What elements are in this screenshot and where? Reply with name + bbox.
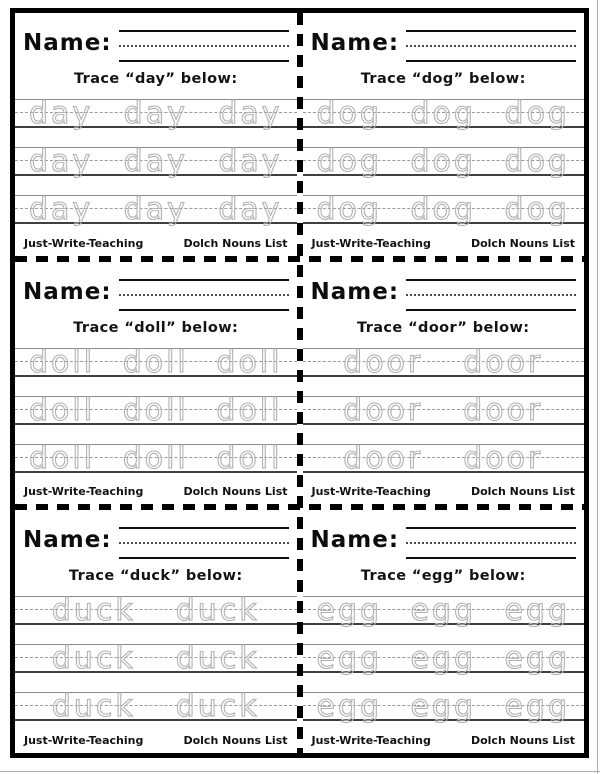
trace-word: door [343, 440, 424, 476]
panel-footer [311, 485, 577, 498]
trace-area [23, 96, 289, 227]
trace-words [21, 440, 291, 476]
name-row [23, 520, 289, 560]
trace-words [21, 192, 291, 227]
panel-footer [311, 237, 577, 250]
trace-instruction: Trace “door” below: [357, 319, 530, 336]
name-row [23, 272, 289, 312]
name-write-lines [119, 274, 289, 312]
trace-word: egg [410, 641, 477, 677]
trace-words [309, 440, 579, 476]
trace-word: day [218, 192, 283, 227]
trace-word: egg [410, 593, 477, 629]
trace-words [309, 689, 579, 725]
trace-area [23, 344, 289, 476]
page-edge-bottom [0, 771, 600, 772]
name-label: Name: [310, 278, 400, 305]
trace-word: day [123, 192, 188, 227]
name-write-lines [119, 522, 289, 560]
panel-day [15, 13, 297, 256]
trace-words [309, 96, 579, 131]
trace-line-row [15, 689, 297, 725]
trace-words [309, 344, 579, 380]
panel-footer [23, 734, 289, 747]
trace-line-row [303, 96, 585, 131]
trace-word: day [29, 96, 94, 131]
trace-words [21, 641, 291, 677]
panel-doll [15, 262, 297, 505]
trace-line-row [15, 593, 297, 629]
name-label: Name: [23, 527, 112, 554]
trace-line-row [15, 96, 297, 131]
trace-word: duck [51, 593, 136, 629]
name-row [311, 520, 577, 560]
trace-word: doll [216, 440, 283, 476]
panel-egg [303, 510, 585, 753]
name-line-bottom [406, 60, 576, 62]
panel-footer [23, 485, 289, 498]
trace-word: dog [410, 96, 476, 131]
trace-instruction: Trace “egg” below: [360, 568, 526, 585]
name-row [23, 23, 289, 63]
name-line-top [406, 279, 576, 281]
trace-word: doll [29, 440, 96, 476]
name-line-top [119, 527, 289, 529]
name-line-top [119, 30, 289, 32]
trace-line-row [15, 440, 297, 476]
trace-word: egg [504, 593, 570, 629]
name-row [311, 272, 577, 312]
trace-word: duck [175, 641, 260, 677]
panel-door [303, 262, 585, 505]
name-label: Name: [23, 278, 112, 305]
trace-word: dog [410, 192, 476, 227]
list-label: Dolch Nouns List [183, 734, 288, 747]
trace-instruction: Trace “dog” below: [360, 71, 526, 87]
trace-line-row [303, 344, 585, 380]
trace-instruction: Trace “day” below: [73, 71, 238, 87]
trace-line-row [303, 593, 585, 629]
trace-words [309, 192, 579, 227]
panel-footer [23, 237, 289, 250]
brand-credit: Just-Write-Teaching [311, 485, 431, 499]
trace-word: dog [504, 192, 570, 227]
trace-word: day [29, 144, 94, 179]
trace-words [21, 689, 291, 725]
name-line-dotted [119, 542, 289, 544]
name-write-lines [119, 25, 289, 63]
trace-words [21, 96, 291, 131]
trace-words [309, 392, 579, 428]
name-write-lines [406, 522, 576, 560]
trace-area [311, 593, 577, 725]
trace-word: door [463, 392, 544, 428]
trace-line-row [303, 689, 585, 725]
trace-word: egg [410, 689, 477, 725]
trace-word: doll [122, 392, 189, 428]
trace-word: doll [29, 344, 96, 380]
trace-instruction: Trace “duck” below: [68, 568, 243, 585]
name-line-dotted [406, 542, 576, 544]
panel-dog [303, 13, 585, 256]
trace-line-row [303, 192, 585, 227]
brand-credit: Just-Write-Teaching [24, 485, 144, 499]
trace-line-row [303, 440, 585, 476]
name-line-top [406, 30, 576, 32]
name-label: Name: [23, 30, 112, 56]
trace-word: door [343, 344, 424, 380]
trace-words [21, 144, 291, 179]
trace-word: egg [504, 689, 570, 725]
brand-credit: Just-Write-Teaching [311, 734, 431, 747]
trace-word: duck [51, 689, 136, 725]
worksheet-grid [15, 13, 584, 753]
trace-area [311, 344, 577, 476]
list-label: Dolch Nouns List [470, 236, 575, 250]
trace-word: dog [316, 144, 382, 179]
trace-word: duck [175, 689, 260, 725]
page-edge-right [597, 0, 598, 774]
trace-line-row [303, 392, 585, 428]
trace-line-row [15, 192, 297, 227]
trace-words [21, 392, 291, 428]
trace-line-row [303, 641, 585, 677]
trace-word: egg [316, 593, 383, 629]
trace-word: egg [504, 641, 570, 677]
trace-word: door [463, 440, 544, 476]
trace-line-row [15, 641, 297, 677]
trace-area [23, 593, 289, 725]
trace-instruction: Trace “doll” below: [73, 319, 239, 336]
trace-words [309, 144, 579, 179]
name-line-dotted [406, 294, 576, 296]
trace-word: dog [316, 96, 382, 131]
trace-word: doll [216, 344, 283, 380]
trace-words [309, 641, 579, 677]
trace-word: egg [316, 689, 383, 725]
trace-word: day [218, 96, 283, 131]
trace-word: day [218, 144, 283, 179]
panel-duck [15, 510, 297, 753]
trace-words [309, 593, 579, 629]
name-line-bottom [119, 60, 289, 62]
name-line-bottom [119, 309, 289, 311]
name-line-top [119, 279, 289, 281]
trace-word: door [463, 344, 544, 380]
trace-line-row [15, 392, 297, 428]
name-label: Name: [310, 527, 400, 554]
name-write-lines [406, 25, 576, 63]
trace-word: egg [316, 641, 383, 677]
name-line-bottom [406, 557, 576, 559]
trace-area [311, 96, 577, 227]
trace-word: doll [29, 392, 96, 428]
trace-word: door [343, 392, 424, 428]
brand-credit: Just-Write-Teaching [24, 236, 144, 250]
name-line-top [406, 527, 576, 529]
trace-word: dog [410, 144, 476, 179]
list-label: Dolch Nouns List [183, 485, 288, 499]
name-label: Name: [310, 30, 400, 56]
trace-word: dog [316, 192, 382, 227]
trace-words [21, 344, 291, 380]
trace-word: dog [504, 144, 570, 179]
trace-line-row [15, 144, 297, 179]
brand-credit: Just-Write-Teaching [24, 734, 144, 747]
name-row [311, 23, 577, 63]
name-line-dotted [119, 294, 289, 296]
trace-line-row [15, 344, 297, 380]
name-write-lines [406, 274, 576, 312]
name-line-bottom [119, 557, 289, 559]
trace-word: day [123, 96, 188, 131]
name-line-dotted [406, 45, 576, 47]
trace-line-row [303, 144, 585, 179]
worksheet-sheet [10, 8, 589, 758]
trace-word: day [29, 192, 94, 227]
trace-word: doll [122, 440, 189, 476]
trace-word: duck [51, 641, 136, 677]
trace-word: day [123, 144, 188, 179]
trace-word: dog [504, 96, 570, 131]
name-line-bottom [406, 309, 576, 311]
trace-word: doll [122, 344, 189, 380]
panel-footer [311, 734, 577, 747]
list-label: Dolch Nouns List [470, 485, 575, 499]
trace-words [21, 593, 291, 629]
name-line-dotted [119, 45, 289, 47]
trace-word: doll [216, 392, 283, 428]
brand-credit: Just-Write-Teaching [311, 236, 431, 250]
list-label: Dolch Nouns List [183, 236, 288, 250]
trace-word: duck [175, 593, 260, 629]
list-label: Dolch Nouns List [470, 734, 575, 747]
